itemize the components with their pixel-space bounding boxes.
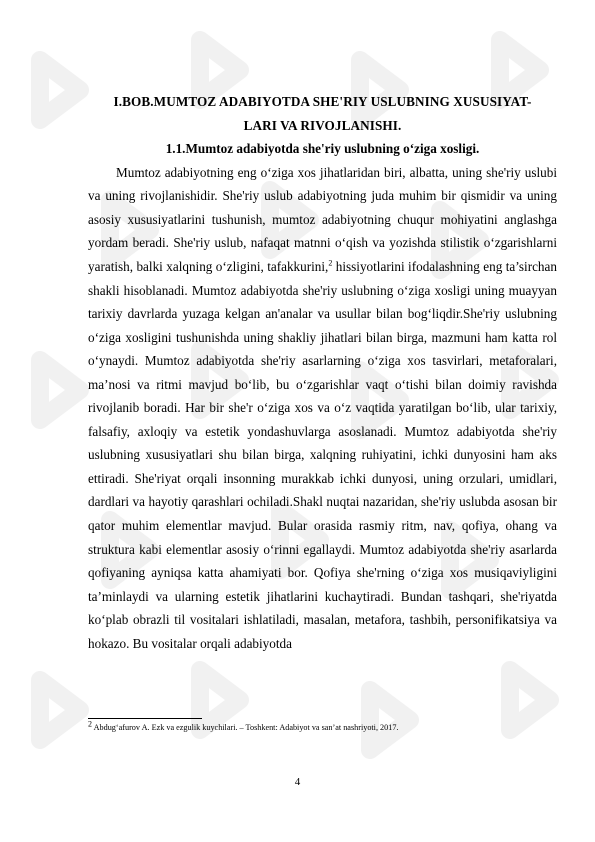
chapter-title-line1: I.BOB.MUMTOZ ADABIYOTDA SHE'RIY USLUBNING XUSUSIYAT- xyxy=(113,94,532,109)
body-text-part2: hissiyotlarini ifodalashning eng ta’sirchan shakli hisoblanadi. Mumtoz adabiyotda she'riy uslubning o‘ziga xosligi uning muayyan tarixiy davrlarda yuzaga kelgan an'analar va usullar bilan bog‘liqdir.She'riy uslubning o‘ziga xosligini tushunishda uning shakliy jihatlari bilan birga, mazmuni ham katta rol o‘ynaydi. Mumtoz adabiyotda she'riy asarlarning o‘ziga xos tasvirlari, metaforalari, ma’nosi va ritmi mavjud bo‘lib, bu o‘zgarishlar vaqt o‘tishi bilan doimiy ravishda rivojlanib boradi. Har bir she'r o‘ziga xos va o‘z vaqtida yaratilgan bo‘lib, ular tarixiy, falsafiy, axloqiy va estetik yondashuvlarga asoslanadi. Mumtoz adabiyotda she'riy uslubning xususiyatlari shu bilan birga, xalqning ruhiyatini, ichki dunyosini ham aks ettiradi. She'riyat orqali insonning murakkab ichki dunyosi, uning orzulari, umidlari, dardlari va hayotiy qarashlari ochiladi.Shakl nuqtai nazaridan, she'riy uslubda asosan bir qator muhim elementlar mavjud. Bular orasida rasmiy ritm, nav, qofiya, ohang va struktura kabi elementlar asosiy o‘rinni egallaydi. Mumtoz adabiyotda she'riy asarlarda qofiyaning ayniqsa katta ahamiyati bor. Qofiya she'rning o‘ziga xos musiqaviyligini ta’minlaydi va ularning estetik jihatlarini kuchaytiradi. Bundan tashqari, she'riyatda ko‘plab obrazli til vositalari ishlatiladi, masalan, metafora, tashbih, personifikatsiya va hokazo. Bu vositalar orqali adabiyotda xyxy=(88,258,557,651)
chapter-title-line2: LARI VA RIVOJLANISHI. xyxy=(243,117,402,133)
body-text-part1: Mumtoz adabiyotning eng o‘ziga xos jihatlaridan biri, albatta, uning she'riy uslubi va uning rivojlanishidir. She'riy uslub adabiyotning juda muhim bir qismidir va uning asosiy xususiyatlarini tushunish, mumtoz adabiyotning chuqur mohiyatini anglashga yordam beradi. She'riy uslub, nafaqat matnni o‘qish va yozishda stilistik o‘zgarishlarni yaratish, balki xalqning o‘zligini, tafakkurini, xyxy=(88,164,557,274)
section-title: 1.1.Mumtoz adabiyotda she'riy uslubning o‘ziga xosligi. xyxy=(165,141,480,157)
page-number: 4 xyxy=(294,776,301,788)
body-paragraph xyxy=(88,161,557,655)
footnote-reference[interactable]: 2 xyxy=(328,258,333,268)
document-page xyxy=(88,90,557,655)
footnote-number: 2 xyxy=(88,719,92,729)
footnote xyxy=(88,719,557,733)
footnote-divider xyxy=(88,718,202,719)
chapter-title xyxy=(88,90,557,137)
footnote-text: Abdug‘afurov A. Ezk va ezgulik kuychilari. – Toshkent: Adabiyot va san’at nashriyoti, 2017. xyxy=(92,723,399,732)
